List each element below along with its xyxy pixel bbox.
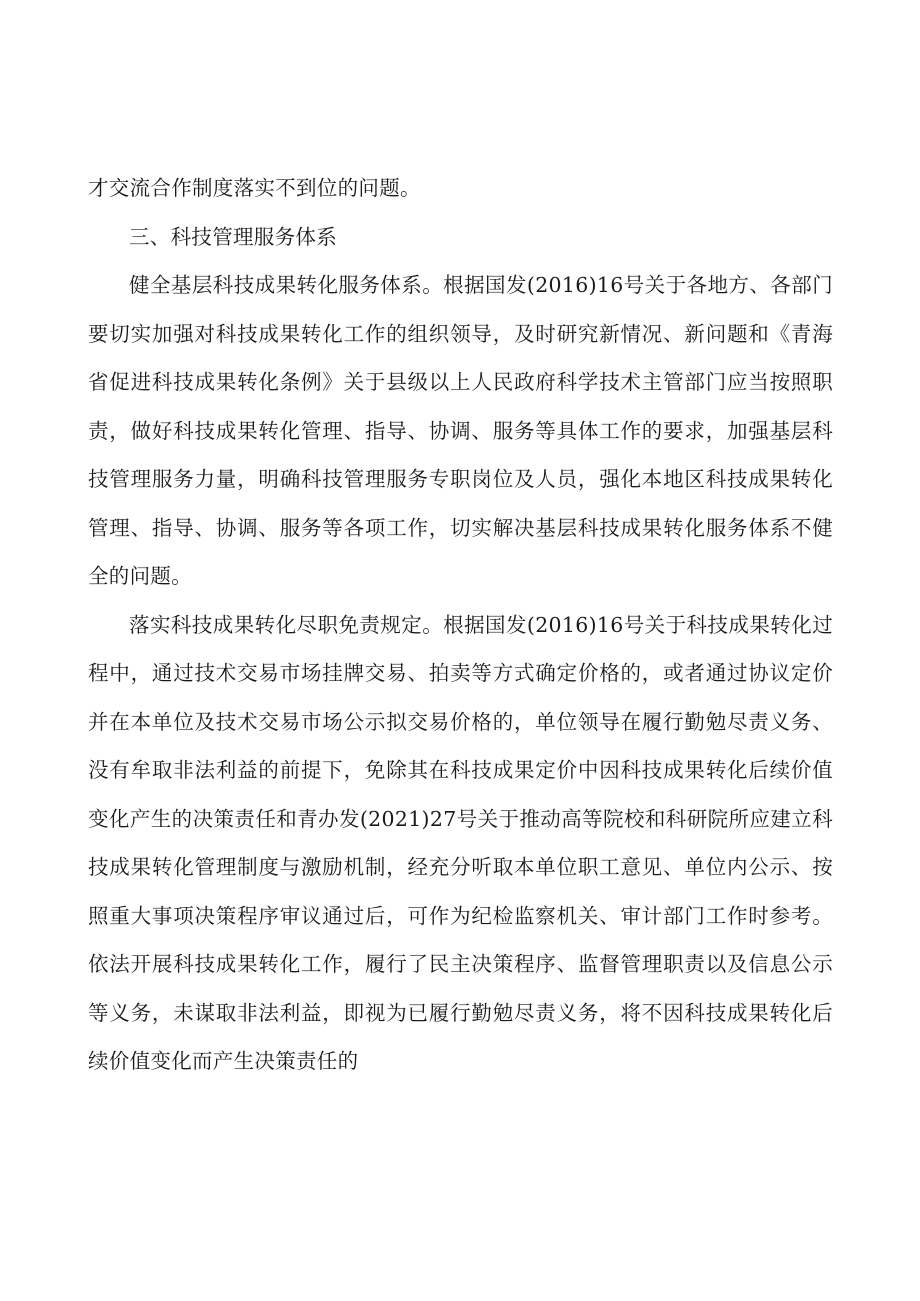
paragraph-service-system: 健全基层科技成果转化服务体系。根据国发(2016)16号关于各地方、各部门要切实加强对科技成果转化工作的组织领导，及时研究新情况、新问题和《青海省促进科技成果转化条例》关于县级以上人民政府科学技术主管部门应当按照职责，做好科技成果转化管理、指导、协调、服务等具体工作的要求，加强基层科技管理服务力量，明确科技管理服务专职岗位及人员，强化本地区科技成果转化管理、指导、协调、服务等各项工作，切实解决基层科技成果转化服务体系不健全的问题。 (88, 273, 833, 588)
continuation-text: 才交流合作制度落实不到位的问题。 (88, 176, 421, 200)
paragraph-liability-exemption: 落实科技成果转化尽职免责规定。根据国发(2016)16号关于科技成果转化过程中，通过技术交易市场挂牌交易、拍卖等方式确定价格的，或者通过协议定价并在本单位及技术交易市场公示拟交易价格的，单位领导在履行勤勉尽责义务、没有牟取非法利益的前提下，免除其在科技成果定价中因科技成果转化后续价值变化产生的决策责任和青办发(2021)27号关于推动高等院校和科研院所应建立科技成果转化管理制度与激励机制，经充分听取本单位职工意见、单位内公示、按照重大事项决策程序审议通过后，可作为纪检监察机关、审计部门工作时参考。依法开展科技成果转化工作，履行了民主决策程序、监督管理职责以及信息公示等义务，未谋取非法利益，即视为已履行勤勉尽责义务，将不因科技成果转化后续价值变化而产生决策责任的 (88, 612, 833, 1073)
document-body (88, 164, 833, 1086)
section-heading: 三、科技管理服务体系 (129, 224, 337, 249)
